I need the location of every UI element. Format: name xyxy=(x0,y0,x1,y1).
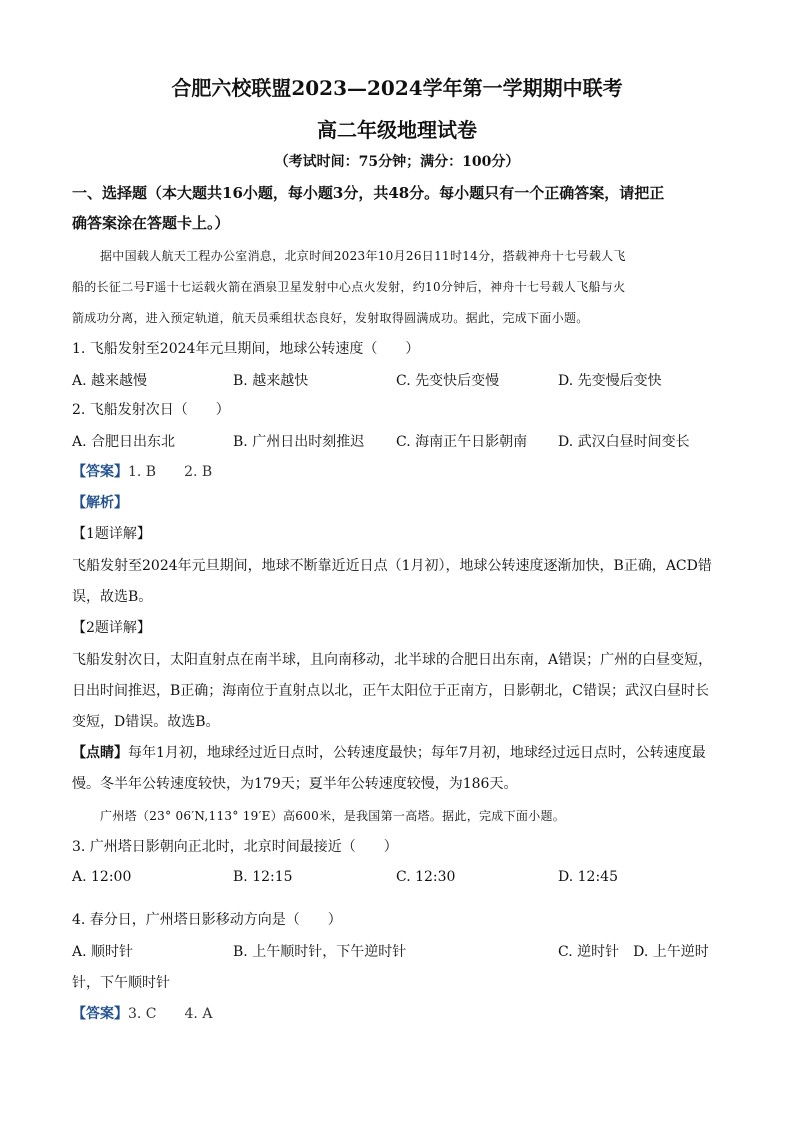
detail-2-line2: 日出时间推迟，B正确；海南位于直射点以北，正午太阳位于正南方，日影朝北，C错误；武汉白昼时长 xyxy=(72,683,709,699)
question-3-option-b: B. 12:15 xyxy=(233,869,293,885)
question-3-option-c: C. 12:30 xyxy=(396,869,456,885)
question-4-stem: 4. 春分日，广州塔日影移动方向是（ ） xyxy=(72,912,342,928)
pointer-text-1: 每年1月初，地球经过近日点时，公转速度最快；每年7月初，地球经过远日点时，公转速度最 xyxy=(128,745,706,761)
detail-1-line2: 误，故选B。 xyxy=(72,589,153,605)
analysis-tag: 【解析】 xyxy=(72,495,128,511)
detail-1-heading: 【1题详解】 xyxy=(72,526,151,542)
section-heading-line2: 确答案涂在答题卡上。） xyxy=(72,214,230,232)
page-title: 合肥六校联盟2023—2024学年第一学期期中联考 xyxy=(171,76,623,100)
answer-text-2: 3. C 4. A xyxy=(128,1006,213,1022)
question-3-option-d: D. 12:45 xyxy=(558,869,618,885)
passage1-line3: 箭成功分离，进入预定轨道，航天员乘组状态良好，发射取得圆满成功。据此，完成下面小题。 xyxy=(72,311,589,325)
question-1-option-c: C. 先变快后变慢 xyxy=(396,373,500,389)
question-1-stem: 1. 飞船发射至2024年元旦期间，地球公转速度（ ） xyxy=(72,341,420,357)
answer-tag-2: 【答案】 xyxy=(72,1006,128,1022)
question-4-option-a: A. 顺时针 xyxy=(72,944,134,960)
question-3-stem: 3. 广州塔日影朝向正北时，北京时间最接近（ ） xyxy=(72,839,398,855)
detail-1-line1: 飞船发射至2024年元旦期间，地球不断靠近近日点（1月初），地球公转速度逐渐加快，B正确，ACD错 xyxy=(72,558,712,574)
pointer-block-line1 xyxy=(72,743,724,763)
question-2-option-a: A. 合肥日出东北 xyxy=(72,434,176,450)
analysis-block xyxy=(72,493,724,513)
pointer-block-line2: 慢。冬半年公转速度较快，为179天；夏半年公转速度较慢，为186天。 xyxy=(72,776,518,792)
passage1-line2: 船的长征二号F遥十七运载火箭在酒泉卫星发射中心点火发射，约10分钟后，神舟十七号载人飞船与火 xyxy=(72,280,626,294)
answer-block-1 xyxy=(72,462,724,482)
detail-2-line3: 变短，D错误。故选B。 xyxy=(72,714,220,730)
answer-text: 1. B 2. B xyxy=(128,464,213,480)
question-2-stem: 2. 飞船发射次日（ ） xyxy=(72,402,230,418)
question-4-option-b: B. 上午顺时针，下午逆时针 xyxy=(233,944,407,960)
answer-tag: 【答案】 xyxy=(72,464,128,480)
question-2-option-c: C. 海南正午日影朝南 xyxy=(396,434,528,450)
pointer-tag: 【点睛】 xyxy=(72,745,128,761)
page-subtitle: 高二年级地理试卷 xyxy=(317,118,477,142)
question-2-option-d: D. 武汉白昼时间变长 xyxy=(558,434,690,450)
question-1-option-a: A. 越来越慢 xyxy=(72,373,148,389)
question-4-option-c-d: C. 逆时针 D. 上午逆时 xyxy=(558,944,709,960)
question-1-option-b: B. 越来越快 xyxy=(233,373,309,389)
detail-2-line1: 飞船发射次日，太阳直射点在南半球，且向南移动，北半球的合肥日出东南，A错误；广州的白昼变短， xyxy=(72,652,713,668)
question-3-option-a: A. 12:00 xyxy=(72,869,132,885)
passage2-line1: 广州塔（23° 06′N,113° 19′E）高600米，是我国第一高塔。据此，完成下面小题。 xyxy=(100,809,566,823)
answer-block-2 xyxy=(72,1004,724,1024)
question-4-option-d-wrap: 针，下午顺时针 xyxy=(72,975,170,991)
question-2-option-b: B. 广州日出时刻推迟 xyxy=(233,434,365,450)
question-1-option-d: D. 先变慢后变快 xyxy=(558,373,662,389)
exam-info: （考试时间：75分钟；满分：100分） xyxy=(274,154,520,170)
section-heading-line1: 一、选择题（本大题共16小题，每小题3分，共48分。每小题只有一个正确答案，请把正 xyxy=(72,184,665,202)
detail-2-heading: 【2题详解】 xyxy=(72,620,151,636)
passage1-line1: 据中国载人航天工程办公室消息，北京时间2023年10月26日11时14分，搭载神舟十七号载人飞 xyxy=(100,249,626,263)
